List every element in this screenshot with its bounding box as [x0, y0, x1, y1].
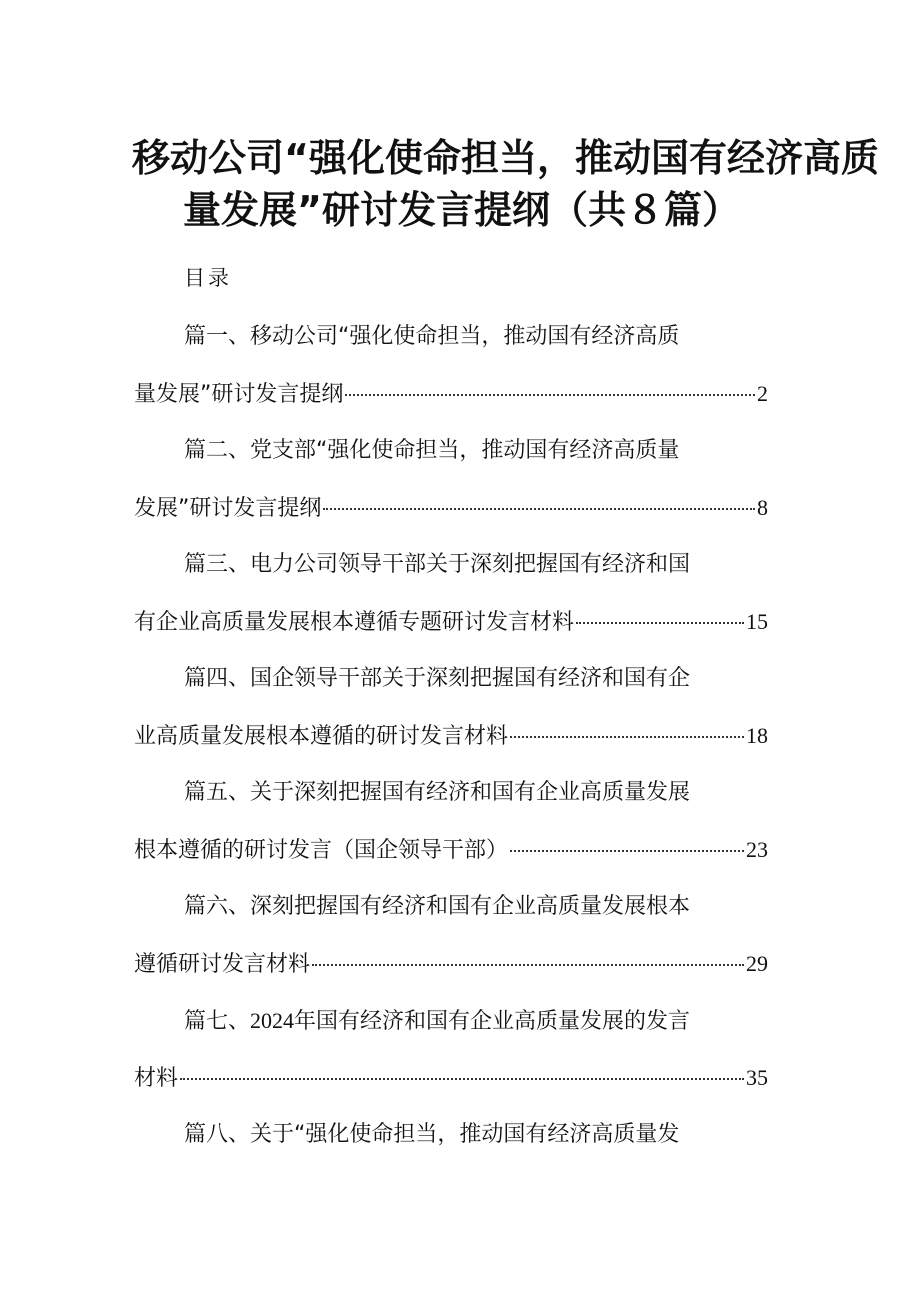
toc-entry-title: 篇八、关于“强化使命担当，推动国有经济高质量发 [184, 1122, 680, 1147]
toc-entry-year: 2024 [250, 1008, 295, 1033]
toc-entry-title: 篇三、电力公司领导干部关于深刻把握国有经济和国 [184, 552, 691, 577]
toc-entry-title: 篇四、国企领导干部关于深刻把握国有经济和国有企 [184, 666, 691, 691]
toc-page-number: 15 [746, 609, 768, 634]
toc-entry-title-cont: 遵循研讨发言材料 [134, 952, 311, 977]
dot-leader [312, 964, 744, 966]
toc-page-number: 29 [746, 951, 768, 976]
toc-heading: 目录 [184, 266, 232, 290]
toc-entry-continuation [134, 379, 768, 410]
toc-entry-title-cont: 量发展”研讨发言提纲 [134, 382, 344, 407]
toc-entry-title: 篇二、党支部“强化使命担当，推动国有经济高质量 [184, 438, 680, 463]
toc-entry-continuation [134, 835, 768, 866]
toc-page-number: 18 [746, 723, 768, 748]
dot-leader [345, 394, 755, 396]
toc-page-number: 8 [757, 495, 768, 520]
toc-entry-title: 篇一、移动公司“强化使命担当，推动国有经济高质 [184, 324, 680, 349]
dot-leader [180, 1078, 744, 1080]
toc-entry-title-cont: 有企业高质量发展根本遵循专题研讨发言材料 [134, 610, 575, 635]
toc-entry-title: 篇五、关于深刻把握国有经济和国有企业高质量发展 [184, 780, 691, 805]
toc-entry-title [184, 1006, 690, 1037]
toc-entry-title-cont: 业高质量发展根本遵循的研讨发言材料 [134, 724, 509, 749]
toc-page-number: 23 [746, 837, 768, 862]
dot-leader [510, 736, 744, 738]
toc-entry-title-cont: 根本遵循的研讨发言（国企领导干部） [134, 838, 509, 863]
toc-page-number: 2 [757, 381, 768, 406]
toc-page-number: 35 [746, 1065, 768, 1090]
toc-entry-continuation [134, 607, 768, 638]
dot-leader [323, 508, 755, 510]
title-line-2: 量发展”研讨发言提纲（共８篇） [183, 188, 740, 232]
dot-leader [510, 850, 744, 852]
title-line-1: 移动公司“强化使命担当，推动国有经济高质 [132, 136, 879, 180]
dot-leader [576, 622, 744, 624]
toc-entry-title-cont: 发展”研讨发言提纲 [134, 496, 322, 521]
toc-entry-prefix: 篇七、 [184, 1009, 251, 1034]
toc-entry-title: 篇六、深刻把握国有经济和国有企业高质量发展根本 [184, 894, 691, 919]
toc-entry-continuation [134, 1063, 768, 1094]
toc-entry-continuation [134, 493, 768, 524]
toc-entry-title-rest: 年国有经济和国有企业高质量发展的发言 [294, 1009, 691, 1034]
toc-entry-continuation [134, 721, 768, 752]
toc-entry-continuation [134, 949, 768, 980]
toc-entry-title-cont: 材料 [134, 1066, 179, 1091]
document-title [110, 132, 879, 236]
